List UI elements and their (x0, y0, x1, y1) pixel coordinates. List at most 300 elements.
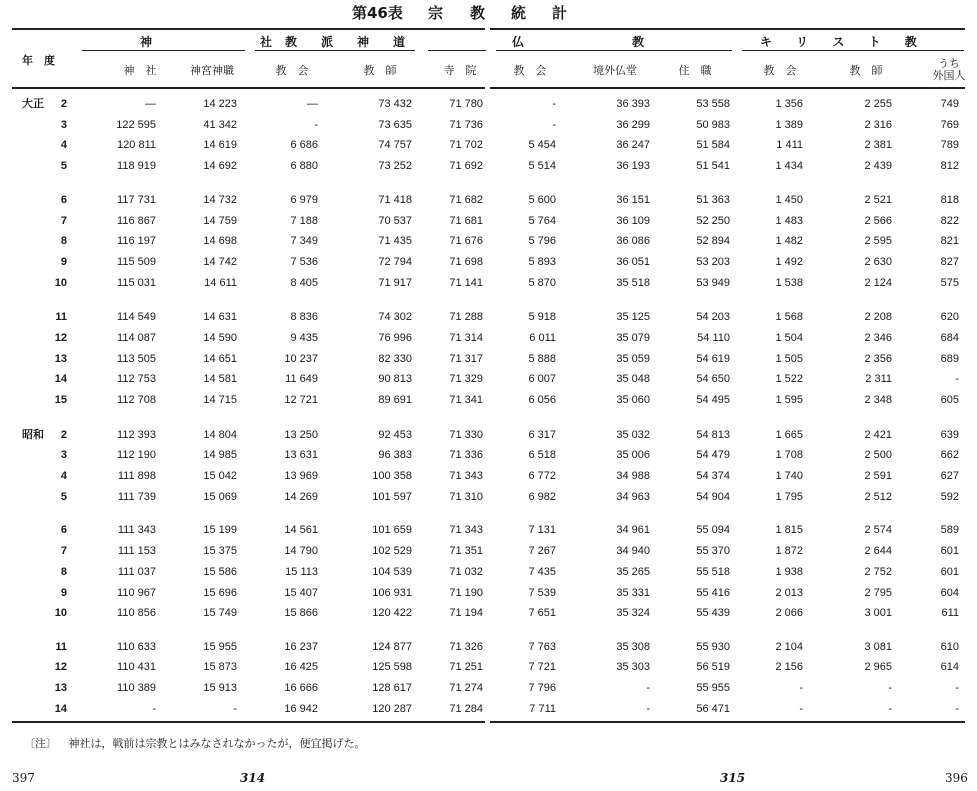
table-cell: 821 (940, 235, 959, 247)
table-cell: 1 411 (776, 139, 803, 151)
table-cell: 589 (940, 524, 959, 536)
table-row (0, 116, 977, 134)
table-cell: 106 931 (372, 587, 412, 599)
table-cell: 54 619 (696, 353, 730, 365)
table-cell: 1 740 (775, 470, 803, 482)
table-cell: 1 538 (775, 277, 803, 289)
table-cell: 1 595 (775, 394, 803, 406)
year-label: 6 (60, 194, 67, 206)
col-header-shrine-priests: 神宮神職 (190, 64, 234, 77)
table-cell: 2 013 (775, 587, 803, 599)
bottom-rule-right (490, 721, 965, 723)
table-row (0, 679, 977, 697)
table-cell: 2 311 (865, 373, 892, 385)
table-cell: 15 113 (285, 566, 318, 578)
table-cell: 71 190 (449, 587, 483, 599)
year-label: 8 (60, 566, 67, 578)
table-cell: 1 815 (775, 524, 803, 536)
table-cell: 110 633 (117, 641, 156, 653)
table-cell: 35 265 (616, 566, 650, 578)
table-cell: 120 287 (372, 703, 412, 715)
col-header-chief-priests: 住 職 (678, 64, 712, 77)
table-cell: - (646, 703, 650, 715)
table-cell: 115 509 (117, 256, 156, 268)
table-cell: 1 938 (775, 566, 803, 578)
table-cell: 51 584 (696, 139, 730, 151)
col-header-shrines: 神 社 (123, 64, 157, 77)
year-label: 11 (55, 311, 67, 323)
table-cell: 89 691 (378, 394, 412, 406)
title-word: 宗 (428, 4, 444, 22)
table-row (0, 232, 977, 250)
table-cell: 56 519 (696, 661, 730, 673)
table-cell: 6 518 (528, 449, 556, 461)
table-cell: 592 (940, 491, 959, 503)
table-cell: 818 (940, 194, 959, 206)
bottom-rule-left (12, 721, 485, 723)
table-cell: 114 087 (117, 332, 156, 344)
table-cell: 113 505 (117, 353, 156, 365)
table-cell: 14 581 (203, 373, 237, 385)
table-cell: 71 435 (378, 235, 412, 247)
table-cell: 71 736 (449, 119, 483, 131)
table-cell: 2 208 (864, 311, 892, 323)
table-cell: 601 (940, 545, 959, 557)
table-cell: 15 913 (203, 682, 237, 694)
table-cell: 604 (940, 587, 959, 599)
table-cell: 15 866 (284, 607, 318, 619)
table-cell: 112 393 (117, 429, 156, 441)
table-cell: 35 324 (616, 607, 650, 619)
table-row (0, 488, 977, 506)
table-cell: 6 007 (528, 373, 556, 385)
table-cell: 2 574 (864, 524, 892, 536)
table-cell: 2 255 (864, 98, 892, 110)
table-cell: 627 (940, 470, 959, 482)
table-cell: 55 370 (696, 545, 730, 557)
table-cell: 6 317 (528, 429, 556, 441)
table-cell: 662 (940, 449, 959, 461)
year-label: 10 (54, 607, 67, 619)
table-cell: 36 247 (616, 139, 650, 151)
table-cell: 6 686 (290, 139, 318, 151)
table-cell: 611 (941, 607, 959, 619)
table-cell: 7 435 (528, 566, 556, 578)
table-row (0, 426, 977, 444)
era-label: 大正 (22, 97, 44, 110)
col-header-buddhist-churches: 教 会 (513, 64, 547, 77)
group-header-shinto: 神 社 (140, 35, 301, 49)
table-cell: 614 (940, 661, 959, 673)
table-cell: 14 742 (203, 256, 237, 268)
table-cell: 54 813 (696, 429, 730, 441)
table-cell: 7 131 (528, 524, 556, 536)
table-row (0, 350, 977, 368)
table-cell: 111 153 (117, 545, 156, 557)
table-cell: 2 348 (864, 394, 892, 406)
table-cell: 15 042 (203, 470, 237, 482)
table-cell: 53 203 (696, 256, 730, 268)
table-cell: 2 512 (864, 491, 892, 503)
group-header-sect-shinto: 教派神道 (285, 35, 430, 49)
title-word: 計 (552, 4, 568, 22)
table-cell: 54 203 (696, 311, 730, 323)
table-cell: 605 (940, 394, 959, 406)
table-row (0, 191, 977, 209)
table-cell: 112 753 (117, 373, 156, 385)
table-cell: 822 (940, 215, 959, 227)
col-header-foreigners: うち 外国人 (932, 57, 966, 82)
table-cell: 2 156 (775, 661, 803, 673)
year-label: 10 (54, 277, 67, 289)
table-cell: - (799, 682, 803, 694)
table-cell: 71 032 (449, 566, 483, 578)
table-cell: 124 877 (372, 641, 412, 653)
page-number: 396 (945, 771, 968, 785)
table-cell: 1 450 (775, 194, 803, 206)
table-cell: 5 514 (528, 160, 556, 172)
group-header-buddhism: 仏 教 (512, 35, 663, 49)
table-cell: - (646, 682, 650, 694)
table-cell: 51 541 (696, 160, 730, 172)
year-label: 7 (60, 215, 67, 227)
table-row (0, 308, 977, 326)
table-row (0, 542, 977, 560)
table-cell: 2 381 (864, 139, 892, 151)
table-cell: 13 969 (284, 470, 318, 482)
table-cell: 55 930 (696, 641, 730, 653)
table-cell: 116 197 (117, 235, 156, 247)
table-cell: 15 873 (203, 661, 237, 673)
table-cell: 789 (940, 139, 959, 151)
table-cell: 14 631 (203, 311, 237, 323)
table-cell: 34 940 (616, 545, 650, 557)
table-cell: 14 651 (203, 353, 237, 365)
table-cell: 128 617 (372, 682, 412, 694)
table-cell: 7 539 (528, 587, 556, 599)
table-cell: 5 796 (528, 235, 556, 247)
table-cell: 35 308 (616, 641, 650, 653)
page-number: 315 (720, 771, 746, 785)
table-cell: 13 250 (284, 429, 318, 441)
table-cell: 2 795 (864, 587, 892, 599)
table-cell: 15 407 (284, 587, 318, 599)
table-cell: 1 522 (775, 373, 803, 385)
year-label: 9 (60, 256, 67, 268)
table-cell: 120 811 (117, 139, 156, 151)
table-cell: 76 996 (378, 332, 412, 344)
table-cell: 71 310 (449, 491, 483, 503)
table-cell: 2 316 (864, 119, 892, 131)
table-cell: 34 963 (616, 491, 650, 503)
table-cell: 14 759 (203, 215, 237, 227)
col-header-temples: 寺 院 (443, 64, 477, 77)
table-cell: 14 611 (204, 277, 237, 289)
table-cell: 71 676 (449, 235, 483, 247)
table-cell: 7 763 (528, 641, 556, 653)
table-cell: 16 942 (284, 703, 318, 715)
table-cell: 71 141 (449, 277, 483, 289)
table-cell: 15 069 (203, 491, 237, 503)
table-cell: 104 539 (372, 566, 412, 578)
table-cell: 575 (940, 277, 959, 289)
table-cell: 36 151 (616, 194, 650, 206)
table-cell: - (888, 682, 892, 694)
group-header-christianity: キ リ ス ト 教 (760, 35, 927, 49)
table-cell: 6 011 (529, 332, 556, 344)
table-cell: 2 566 (864, 215, 892, 227)
table-cell: 6 056 (528, 394, 556, 406)
table-cell: 35 059 (616, 353, 650, 365)
table-cell: 2 066 (775, 607, 803, 619)
year-label: 14 (54, 373, 67, 385)
table-cell: 689 (940, 353, 959, 365)
table-row (0, 95, 977, 113)
table-cell: 5 893 (528, 256, 556, 268)
year-label: 9 (60, 587, 67, 599)
table-cell: 54 495 (696, 394, 730, 406)
table-cell: 41 342 (203, 119, 237, 131)
table-cell: 71 288 (449, 311, 483, 323)
table-cell: 2 965 (864, 661, 892, 673)
table-cell: 7 349 (290, 235, 318, 247)
footnote (24, 735, 366, 751)
table-cell: 115 031 (117, 277, 156, 289)
table-cell: 55 518 (696, 566, 730, 578)
table-row (0, 329, 977, 347)
table-cell: 71 284 (449, 703, 483, 715)
table-cell: 6 979 (290, 194, 318, 206)
table-cell: 71 326 (449, 641, 483, 653)
table-cell: 8 405 (290, 277, 318, 289)
table-row (0, 446, 977, 464)
table-cell: 16 666 (284, 682, 318, 694)
title-word: 教 (470, 4, 486, 22)
table-cell: 71 314 (449, 332, 483, 344)
table-cell: 117 731 (117, 194, 156, 206)
table-cell: 7 267 (528, 545, 556, 557)
table-cell: 1 492 (775, 256, 803, 268)
table-cell: 71 274 (449, 682, 483, 694)
year-label: 2 (60, 98, 67, 110)
table-cell: 14 985 (203, 449, 237, 461)
table-row (0, 370, 977, 388)
table-cell: 7 651 (528, 607, 556, 619)
table-row (0, 658, 977, 676)
table-cell: 1 795 (775, 491, 803, 503)
table-cell: 2 356 (864, 353, 892, 365)
col-header-christian-churches: 教 会 (763, 64, 797, 77)
table-cell: 71 343 (449, 524, 483, 536)
table-cell: 1 872 (775, 545, 803, 557)
table-cell: 55 094 (696, 524, 730, 536)
table-cell: 749 (940, 98, 959, 110)
table-cell: 5 870 (528, 277, 556, 289)
table-cell: 15 199 (203, 524, 237, 536)
table-cell: 1 483 (775, 215, 803, 227)
col-header-outer-halls: 境外仏堂 (593, 64, 637, 77)
table-cell: 120 422 (372, 607, 412, 619)
table-cell: 6 982 (528, 491, 556, 503)
table-cell: 14 223 (203, 98, 237, 110)
table-cell: 110 431 (117, 661, 156, 673)
table-cell: 2 439 (864, 160, 892, 172)
table-cell: 2 104 (775, 641, 803, 653)
table-cell: 71 251 (449, 661, 483, 673)
table-cell: 3 001 (864, 607, 892, 619)
table-cell: 15 696 (203, 587, 237, 599)
table-cell: 12 721 (284, 394, 318, 406)
table-cell: 102 529 (372, 545, 412, 557)
table-cell: - (955, 703, 959, 715)
table-cell: 34 961 (616, 524, 650, 536)
table-cell: - (888, 703, 892, 715)
table-cell: 53 949 (696, 277, 730, 289)
table-cell: 110 856 (117, 607, 156, 619)
table-cell: 71 329 (449, 373, 483, 385)
table-cell: 35 060 (616, 394, 650, 406)
page-number: 397 (12, 771, 35, 785)
year-label: 6 (60, 524, 67, 536)
table-cell: 54 110 (697, 332, 730, 344)
footnote-label: 〔注〕 (24, 737, 57, 750)
table-cell: 111 739 (117, 491, 156, 503)
table-cell: 36 051 (616, 256, 650, 268)
table-row (0, 212, 977, 230)
table-cell: 5 918 (528, 311, 556, 323)
table-cell: 35 303 (616, 661, 650, 673)
table-cell: 51 363 (696, 194, 730, 206)
table-cell: 54 904 (696, 491, 730, 503)
table-cell: 36 109 (616, 215, 650, 227)
table-cell: 1 482 (775, 235, 803, 247)
table-cell: 90 813 (378, 373, 412, 385)
year-label: 12 (54, 332, 67, 344)
table-cell: 71 194 (449, 607, 483, 619)
table-cell: 14 698 (203, 235, 237, 247)
table-cell: 35 125 (616, 311, 650, 323)
table-cell: 14 561 (284, 524, 318, 536)
year-label: 2 (60, 429, 67, 441)
table-cell: 620 (940, 311, 959, 323)
table-cell: - (552, 98, 556, 110)
table-cell: 52 894 (696, 235, 730, 247)
table-cell: 73 252 (378, 160, 412, 172)
table-cell: 111 898 (117, 470, 156, 482)
table-cell: — (307, 98, 318, 110)
table-cell: 14 804 (203, 429, 237, 441)
table-cell: 122 595 (116, 119, 156, 131)
table-cell: 2 421 (864, 429, 892, 441)
table-cell: 35 032 (616, 429, 650, 441)
table-cell: 71 336 (449, 449, 483, 461)
table-cell: 71 343 (449, 470, 483, 482)
table-row (0, 136, 977, 154)
table-cell: 71 698 (449, 256, 483, 268)
table-row (0, 467, 977, 485)
table-cell: 114 549 (117, 311, 156, 323)
year-label: 3 (60, 119, 67, 131)
table-cell: 110 389 (117, 682, 156, 694)
table-cell: 13 631 (284, 449, 318, 461)
table-cell: 54 479 (696, 449, 730, 461)
table-cell: 36 299 (616, 119, 650, 131)
year-label: 14 (54, 703, 67, 715)
table-cell: 118 919 (117, 160, 156, 172)
table-cell: 2 630 (864, 256, 892, 268)
table-cell: 14 619 (203, 139, 237, 151)
title-word: 統 (511, 4, 527, 22)
table-cell: 1 665 (775, 429, 803, 441)
table-cell: 125 598 (372, 661, 412, 673)
table-cell: 55 416 (696, 587, 730, 599)
table-row (0, 604, 977, 622)
table-cell: 7 711 (529, 703, 556, 715)
table-cell: — (145, 98, 156, 110)
table-cell: 71 317 (449, 353, 483, 365)
table-cell: 1 434 (775, 160, 803, 172)
year-label: 3 (60, 449, 67, 461)
table-cell: 8 836 (290, 311, 318, 323)
table-cell: 116 867 (117, 215, 156, 227)
col-header-sect-teachers: 教 師 (363, 64, 397, 77)
page-number: 314 (240, 771, 266, 785)
table-cell: 16 237 (284, 641, 318, 653)
table-cell: 1 504 (775, 332, 803, 344)
table-cell: 112 190 (117, 449, 156, 461)
table-cell: 14 790 (284, 545, 318, 557)
table-cell: 7 536 (290, 256, 318, 268)
year-label: 8 (60, 235, 67, 247)
table-cell: 101 597 (372, 491, 412, 503)
table-cell: 71 681 (449, 215, 483, 227)
table-cell: 2 521 (864, 194, 892, 206)
table-cell: 111 037 (117, 566, 156, 578)
table-cell: 71 418 (378, 194, 412, 206)
table-cell: 73 432 (378, 98, 412, 110)
table-cell: 53 558 (696, 98, 730, 110)
table-cell: 2 500 (864, 449, 892, 461)
table-cell: 6 772 (528, 470, 556, 482)
table-cell: - (955, 373, 959, 385)
table-cell: 2 346 (864, 332, 892, 344)
table-cell: 1 568 (775, 311, 803, 323)
table-cell: 1 708 (775, 449, 803, 461)
table-row (0, 700, 977, 718)
table-cell: - (233, 703, 237, 715)
table-cell: 35 331 (616, 587, 650, 599)
table-cell: 71 351 (449, 545, 483, 557)
table-cell: 10 237 (284, 353, 318, 365)
table-cell: 71 780 (449, 98, 483, 110)
table-cell: 35 048 (616, 373, 650, 385)
table-cell: 3 081 (864, 641, 892, 653)
table-cell: - (552, 119, 556, 131)
table-cell: 16 425 (284, 661, 318, 673)
table-cell: 5 600 (528, 194, 556, 206)
table-cell: 70 537 (378, 215, 412, 227)
table-cell: 100 358 (372, 470, 412, 482)
table-cell: 36 193 (616, 160, 650, 172)
table-cell: 5 454 (528, 139, 556, 151)
table-cell: 71 330 (449, 429, 483, 441)
table-cell: 36 086 (616, 235, 650, 247)
table-cell: 55 439 (696, 607, 730, 619)
table-cell: 14 692 (203, 160, 237, 172)
table-cell: 827 (940, 256, 959, 268)
title-number: 第46表 (352, 4, 403, 22)
table-cell: 2 124 (864, 277, 892, 289)
